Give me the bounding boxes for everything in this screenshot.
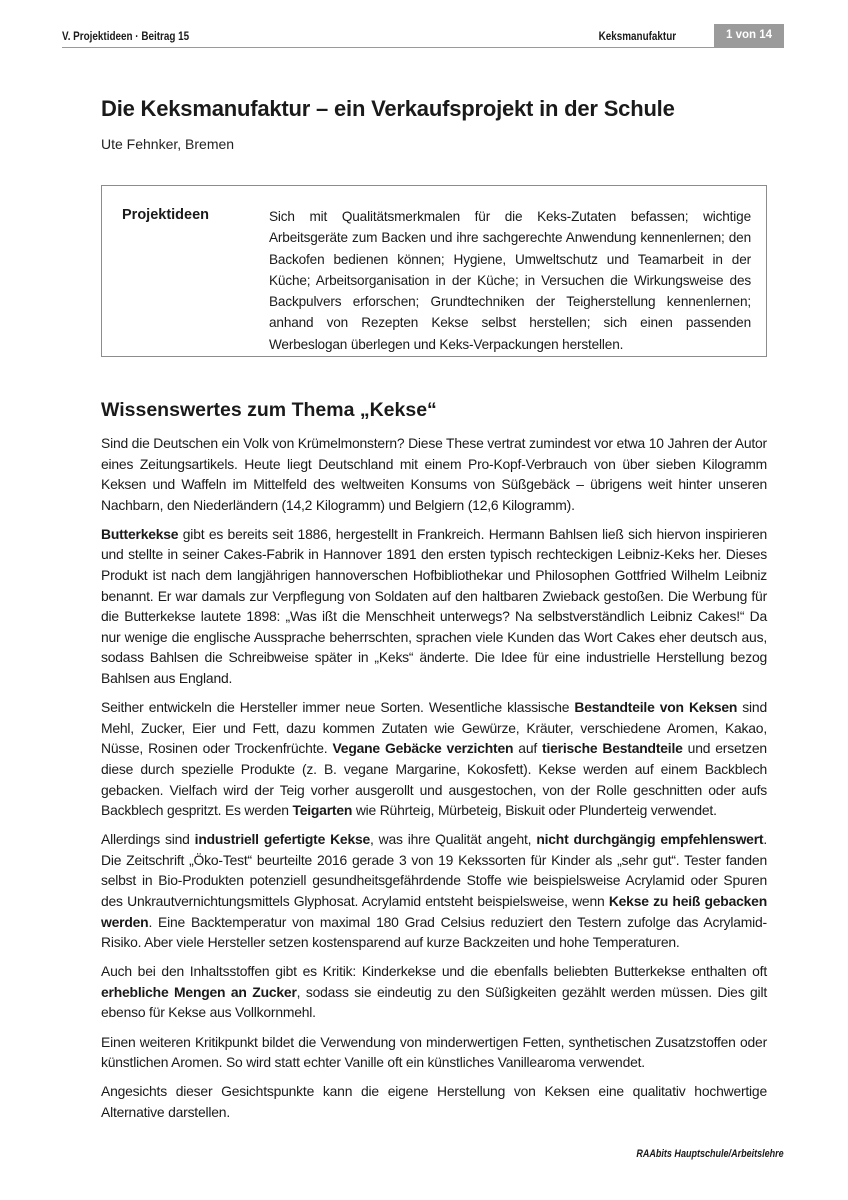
- publisher-footer: RAAbits Hauptschule/Arbeitslehre: [636, 1148, 784, 1160]
- paragraph-butterkekse: [101, 524, 767, 689]
- text-run: Sind die Deutschen ein Volk von Krümelmonstern? Diese These vertrat zumindest vor etwa 10 Jahren der Autor eines Zeitungsartikels. Heute liegt Deutschland mit einem Pro-Kopf-Verbrauch von über sieben Kilogramm Keksen und Waffeln im Mittelfeld des weltweiten Konsums von Süßgebäck – übrigens weit hinter unseren Nachbarn, den Niederländern (14,2 Kilogramm) und Belgiern (12,6 Kilogramm).: [101, 435, 767, 513]
- paragraph-bestandteile: [101, 697, 767, 821]
- bold-run: erhebliche Mengen an Zucker: [101, 983, 297, 1000]
- text-run: , was ihre Qualität angeht,: [370, 831, 537, 848]
- paragraph-fette: [101, 1032, 767, 1073]
- section-heading: Wissenswertes zum Thema „Kekse“: [101, 399, 437, 421]
- text-run: Allerdings sind: [101, 831, 195, 848]
- text-run: und ersetzen diese durch spezielle Produkte (z. B. vegane Margarine, Kokosfett). Kekse werden auf einem Backblech gebacken. Vielfach wird der Teig vorher ausgerollt und ausgestochen, von der Rolle geschnitten oder aufs Backblech gespritzt. Es werden: [101, 740, 767, 819]
- paragraph-zucker: [101, 961, 767, 1023]
- paragraph-fazit: [101, 1081, 767, 1122]
- paragraph-industriell: [101, 829, 767, 953]
- text-run: . Die Zeitschrift „Öko-Test“ beurteilte 2016 gerade 3 von 19 Kekssorten für Kinder als „sehr gut“. Tester fanden selbst in Bio-Produkten potenziell gesundheitsgefährdende Stoffe wie beispielsweise Acrylamid oder Spuren des Unkrautvernichtungsmittels Glyphosat. Acrylamid entsteht beispielsweise, wenn: [101, 831, 768, 909]
- bold-run: Kekse zu heiß gebacken werden: [101, 892, 767, 930]
- text-run: wie Rührteig, Mürbeteig, Biskuit oder Plunderteig verwendet.: [352, 802, 717, 819]
- bold-run: tierische Bestandteile: [542, 740, 683, 757]
- header-topic: Keksmanufaktur: [598, 31, 676, 43]
- bold-run: Bestandteile von Keksen: [574, 699, 738, 716]
- bold-run: industriell gefertigte Kekse: [194, 831, 371, 848]
- project-ideas-box: [101, 185, 767, 357]
- page-number-badge: 1 von 14: [714, 24, 784, 47]
- text-run: Seither entwickeln die Hersteller immer neue Sorten. Wesentliche klassische: [101, 699, 575, 716]
- bold-run: Teigarten: [292, 802, 353, 819]
- text-run: Auch bei den Inhaltsstoffen gibt es Kritik: Kinderkekse und die ebenfalls beliebten Butterkekse enthalten oft: [101, 963, 767, 980]
- header-section: V. Projektideen · Beitrag 15: [62, 31, 190, 43]
- text-run: Angesichts dieser Gesichtspunkte kann die eigene Herstellung von Keksen eine qualitativ hochwertige Alternative darstellen.: [101, 1083, 767, 1120]
- paragraph-intro: [101, 433, 767, 515]
- text-run: . Eine Backtemperatur von maximal 180 Grad Celsius reduziert den Testern zufolge das Acrylamid-Risiko. Aber viele Hersteller setzen kostensparend auf kurze Backzeiten und hohe Temperaturen.: [101, 913, 767, 951]
- project-ideas-text: Sich mit Qualitätsmerkmalen für die Keks-Zutaten befassen; wichtige Arbeitsgeräte zum Backen und ihre sachgerechte Anwendung kennenlernen; den Backofen bedienen können; Hygiene, Umweltschutz und Teamarbeit in der Küche; Arbeitsorganisation in der Küche; in Versuchen die Wirkungsweise des Backpulvers erforschen; Grundtechniken der Teigherstellung kennenlernen; anhand von Rezepten Kekse selbst herstellen; sich einen passenden Werbeslogan überlegen und Keks-Verpackungen herstellen.: [269, 209, 751, 352]
- text-run: , sodass sie eindeutig zu den Süßigkeiten gezählt werden müssen. Dies gilt ebenso für Kekse aus Vollkornmehl.: [101, 983, 767, 1021]
- article-body: [101, 433, 767, 1131]
- bold-run: nicht durchgängig empfehlenswert: [536, 831, 764, 848]
- text-run: Einen weiteren Kritikpunkt bildet die Verwendung von minderwertigen Fetten, synthetischen Zusatzstoffen oder künstlichen Aromen. So wird statt echter Vanille oft ein künstliches Vanillearoma verwendet.: [101, 1033, 767, 1071]
- bold-run: Butterkekse: [101, 525, 179, 542]
- project-ideas-label: Projektideen: [122, 207, 210, 223]
- text-run: sind Mehl, Zucker, Eier und Fett, dazu kommen Zutaten wie Gewürze, Kräuter, verschiedene Aromen, Kakao, Nüsse, Rosinen oder Trockenfrüchte.: [101, 699, 767, 757]
- text-run: auf: [513, 740, 543, 757]
- document-title: Die Keksmanufaktur – ein Verkaufsprojekt in der Schule: [101, 96, 675, 121]
- text-run: gibt es bereits seit 1886, hergestellt in Frankreich. Hermann Bahlsen ließ sich hiervon inspirieren und stellte in seiner Cakes-Fabrik in Hannover 1891 den ersten typisch rechteckigen Leibniz-Keks her. Dieses Produkt ist nach dem langjährigen hannoverschen Hofbibliothekar und Philosophen Gottfried Wilhelm Leibniz benannt. Er war damals zur Verpflegung von Soldaten auf den haltbaren Zwieback gestoßen. Die Werbung für die Butterkekse lautete 1898: „Was ißt die Menschheit unterwegs? Na selbstverständlich Leibniz Cakes!“ Da nur wenige die englische Aussprache beherrschten, sprachen viele Kunden das Wort Cakes eher deutsch aus, sodass Bahlsen die Schreibweise später in „Keks“ änderte. Die Idee für eine industrielle Herstellung bezog Bahlsen aus England.: [101, 525, 767, 687]
- bold-run: Vegane Gebäcke verzichten: [332, 740, 514, 757]
- author-line: Ute Fehnker, Bremen: [101, 136, 235, 152]
- running-header: [62, 28, 784, 48]
